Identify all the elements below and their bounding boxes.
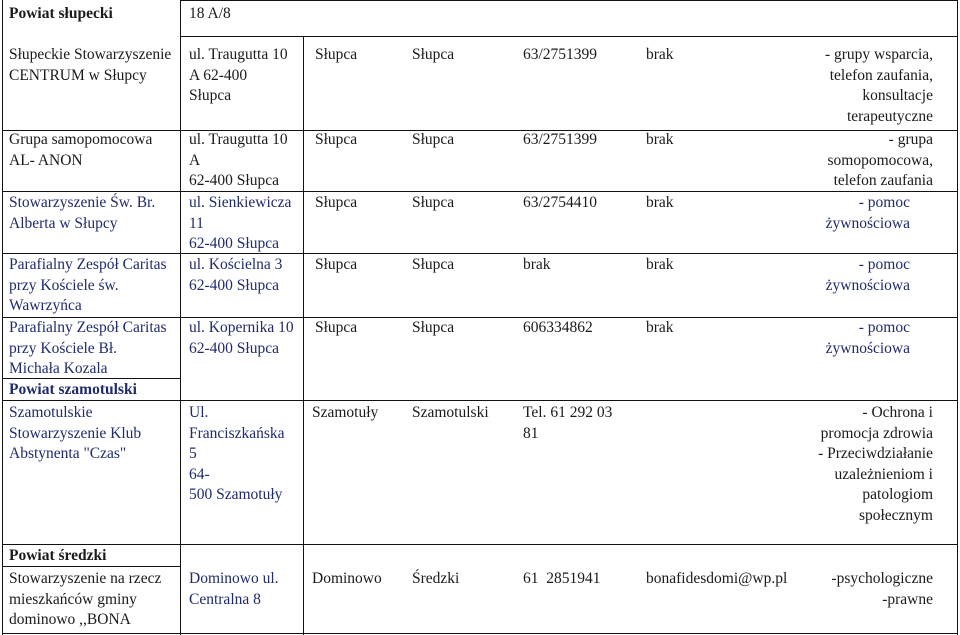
services-cell: - grupa somopomocowa, telefon zaufania: [827, 131, 933, 189]
email-cell: brak: [646, 131, 674, 148]
services-cell: - pomoc żywnościowa: [825, 319, 910, 357]
address-cell: Ul. Franciszkańska 5 64- 500 Szamotuły: [189, 404, 285, 503]
county-cell: Słupca: [412, 46, 455, 63]
phone-cell: brak: [523, 256, 551, 273]
phone-cell: 61 2851941: [523, 570, 601, 587]
city-cell: Słupca: [315, 256, 358, 273]
city-cell: Słupca: [315, 319, 358, 336]
address-cell: ul. Sienkiewicza 11 62-400 Słupca: [189, 194, 292, 252]
email-cell: bonafidesdomi@wp.pl: [646, 570, 788, 587]
county-cell: Słupca: [412, 319, 455, 336]
county-cell: Słupca: [412, 256, 455, 273]
phone-cell: 63/2754410: [523, 194, 598, 211]
table-border: [2, 633, 958, 634]
services-cell: -psychologiczne -prawne: [831, 570, 933, 608]
email-cell: brak: [646, 319, 674, 336]
org-name-cell: Parafialny Zespół Caritas przy Kościele Bł. Michała Kozala: [9, 319, 167, 377]
city-cell: Słupca: [315, 46, 358, 63]
section-heading: Powiat szamotulski: [9, 381, 137, 398]
email-cell: brak: [646, 256, 674, 273]
phone-cell: Tel. 61 292 03 81: [523, 404, 613, 442]
org-name-cell: Szamotulskie Stowarzyszenie Klub Abstynenta "Czas": [9, 404, 142, 462]
services-cell: - grupy wsparcia, telefon zaufania, konsultacje terapeutyczne: [824, 46, 933, 125]
services-cell: - pomoc żywnościowa: [825, 256, 910, 294]
county-cell: Słupca: [412, 194, 455, 211]
address-cell: Dominowo ul. Centralna 8: [189, 570, 279, 608]
phone-cell: 63/2751399: [523, 131, 598, 148]
city-cell: Słupca: [315, 194, 358, 211]
county-cell: Słupca: [412, 131, 455, 148]
phone-cell: 606334862: [523, 319, 593, 336]
email-cell: brak: [646, 194, 674, 211]
phone-cell: 63/2751399: [523, 46, 598, 63]
city-cell: Słupca: [315, 131, 358, 148]
city-cell: Szamotuły: [312, 404, 379, 421]
address-cell: ul. Kościelna 3 62-400 Słupca: [189, 256, 283, 294]
address-cell: ul. Traugutta 10 A 62-400 Słupca: [189, 46, 288, 104]
table-border: [180, 36, 958, 37]
services-cell: - Ochrona i promocja zdrowia - Przeciwdziałanie uzależnieniom i patologiom społecznym: [818, 404, 933, 524]
org-name-cell: Parafialny Zespół Caritas przy Kościele św. Wawrzyńca: [9, 256, 167, 314]
city-cell: Dominowo: [312, 570, 382, 587]
table-border: [2, 544, 958, 545]
county-cell: Średzki: [412, 570, 460, 587]
table-border: [180, 0, 958, 1]
county-cell: Szamotulski: [412, 404, 489, 421]
section-heading: Powiat średzki: [9, 547, 107, 564]
services-cell: - pomoc żywnościowa: [825, 194, 910, 232]
address-cell: ul. Traugutta 10 A 62-400 Słupca: [189, 131, 288, 189]
table-border: [2, 400, 958, 401]
org-name-cell: Słupeckie Stowarzyszenie CENTRUM w Słupcy: [9, 46, 172, 84]
section-heading: Powiat słupecki: [9, 5, 113, 22]
org-name-cell: Stowarzyszenie na rzecz mieszkańców gminy dominowo ,,BONA: [9, 570, 162, 628]
email-cell: brak: [646, 46, 674, 63]
org-name-cell: Stowarzyszenie Św. Br. Alberta w Słupcy: [9, 194, 156, 232]
header-address-cell: 18 A/8: [189, 5, 231, 22]
org-name-cell: Grupa samopomocowa AL- ANON: [9, 131, 153, 169]
address-cell: ul. Kopernika 10 62-400 Słupca: [189, 319, 294, 357]
